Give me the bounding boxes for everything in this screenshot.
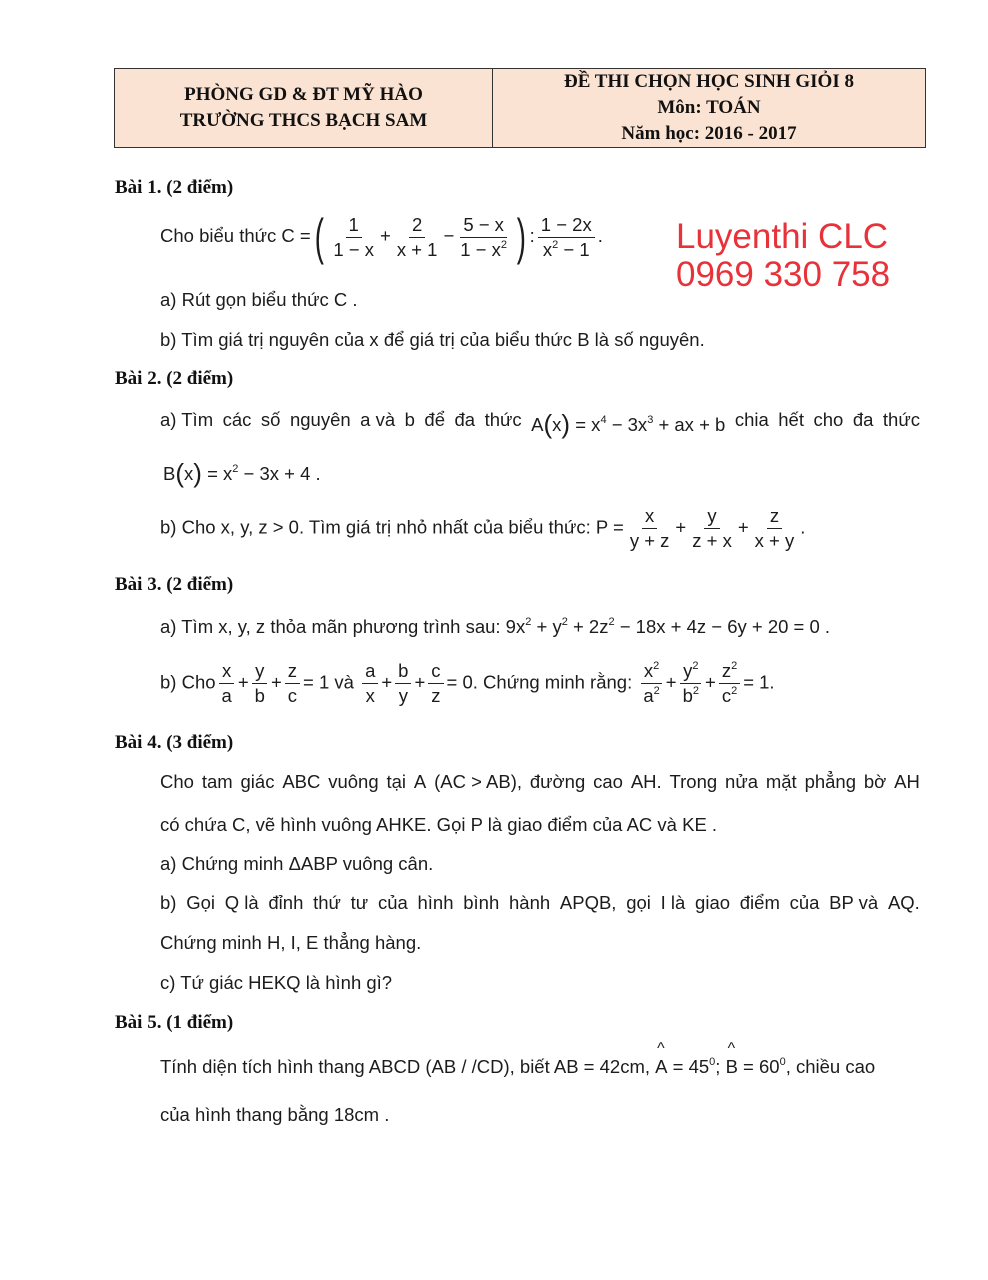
word: gọi	[626, 892, 651, 913]
word: a và	[360, 409, 396, 430]
watermark	[676, 218, 890, 294]
word: điểm	[739, 892, 780, 913]
bai-5-line-1: Tính diện tích hình thang ABCD (AB / /CD), biết AB = 42cm, ^ $A = 45^0$; ^ $B = 60^0$, chiều cao	[160, 1056, 875, 1078]
word: APQB,	[559, 892, 617, 913]
word: (AC > AB),	[434, 771, 523, 792]
word: để	[424, 409, 445, 430]
word: nửa	[725, 771, 758, 792]
watermark-line-2: 0969 330 758	[676, 255, 891, 294]
school-year: Năm học: 2016 - 2017	[621, 123, 797, 144]
polynomial-a: $A(x) = x^4 - 3x^3$ + ax + b	[531, 409, 726, 439]
word: đường	[529, 771, 586, 792]
word: cho	[813, 409, 844, 430]
bai-5-title: Bài 5. (1 điểm)	[115, 1012, 234, 1033]
word: AH.	[630, 771, 662, 792]
header-right-cell	[493, 69, 925, 147]
word: AH	[894, 771, 920, 792]
bai-4-part-b-line-1	[160, 892, 920, 914]
word: giao	[695, 892, 731, 913]
word: b	[404, 409, 415, 430]
bai-5-end: , chiều cao	[785, 1056, 876, 1077]
word: Cho	[160, 771, 194, 792]
word: các	[222, 409, 252, 430]
bai-3-part-b: b) Cho $\frac{x}{a}$ + $\frac{y}{b}$ + $\frac{z}{c}$ = 1 và $\frac{a}{x}$ + $\frac{b}{y}$ + $\frac{c}{z}$ = 0. Chứng minh rằng: $\frac{x^2}{a^2}$ + $\frac{y^2}{b^2}$ + $\frac{z^2}{c^2}$ = 1.	[160, 660, 775, 706]
word: ABC	[282, 771, 321, 792]
bai-5-mid: , biết AB = 42cm,	[509, 1056, 650, 1077]
word: A	[413, 771, 427, 792]
word: I là	[660, 892, 686, 913]
bai-4-part-a: a) Chứng minh ΔABP vuông cân.	[160, 853, 434, 874]
bai-4-part-c: c) Tứ giác HEKQ là hình gì?	[160, 972, 393, 993]
bai-4-title: Bài 4. (3 điểm)	[115, 732, 234, 753]
bai-2-part-b: b) Cho x, y, z > 0. Tìm giá trị nhỏ nhất của biểu thức: P = $\frac{x}{y + z}$ + $\frac{y}{z + x}$ + $\frac{z}{x + y}$ .	[160, 505, 806, 551]
exam-title: ĐỀ THI CHỌN HỌC SINH GIỎI 8	[564, 71, 854, 92]
word: Q là	[224, 892, 259, 913]
word: bình	[463, 892, 500, 913]
word: Trong	[669, 771, 718, 792]
bai-4-part-b-line-2: Chứng minh H, I, E thẳng hàng.	[160, 932, 422, 953]
word: đỉnh	[268, 892, 304, 913]
school-name: TRƯỜNG THCS BẠCH SAM	[179, 110, 428, 131]
bai-5-line-2: của hình thang bằng 18cm .	[160, 1104, 390, 1125]
word: a) Tìm	[160, 409, 214, 430]
bai-3-part-a: a) Tìm x, y, z thỏa mãn phương trình sau: $9x^2 + y^2 + 2z^2 - 18x + 4z - 6y + 20 = 0$ .	[160, 616, 831, 637]
word: thức	[882, 409, 920, 430]
bai-5-parallel: (AB / /CD)	[425, 1056, 510, 1077]
department-name: PHÒNG GD & ĐT MỸ HÀO	[184, 84, 423, 105]
word: nguyên	[289, 409, 351, 430]
word: AQ.	[887, 892, 920, 913]
header-table	[114, 68, 926, 148]
exam-subject: Môn: TOÁN	[657, 97, 761, 118]
word: tại	[386, 771, 407, 792]
word: hình	[417, 892, 454, 913]
word: tam	[201, 771, 233, 792]
bai-3-and: và	[334, 671, 354, 693]
word: của	[377, 892, 408, 913]
bai-3-part-b-intro: b) Cho	[160, 671, 216, 693]
word: số	[260, 409, 281, 430]
bai-1-expression: Cho biểu thức C =( $\frac{1}{1 - x}$ + $\frac{2}{x + 1}$ − $\frac{5 - x}{1 - x^2}$ ) : $\frac{1 - 2x}{x^2 - 1}$ .	[160, 209, 603, 265]
bai-1-part-a: a) Rút gọn biểu thức C .	[160, 289, 358, 310]
word: đa	[454, 409, 476, 430]
word: phẳng	[804, 771, 857, 792]
word: BP và	[829, 892, 879, 913]
word: thứ	[313, 892, 341, 913]
bai-3-title: Bài 3. (2 điểm)	[115, 574, 234, 595]
word: mặt	[765, 771, 797, 792]
word: b)	[160, 892, 177, 913]
bai-2-part-b-intro: b) Cho x, y, z > 0. Tìm giá trị nhỏ nhất của biểu thức:	[160, 516, 591, 538]
bai-1-intro: Cho biểu thức	[160, 224, 277, 246]
word: tư	[350, 892, 369, 913]
bai-4-line-2: có chứa C, vẽ hình vuông AHKE. Gọi P là giao điểm của AC và KE .	[160, 814, 718, 835]
word: Gọi	[186, 892, 215, 913]
bai-3-prove: Chứng minh rằng:	[483, 671, 633, 693]
header-left-cell	[115, 69, 493, 147]
polynomial-b: $B(x) = x^2 - 3x + 4$ .	[163, 458, 321, 488]
bai-5-start: Tính diện tích hình thang ABCD	[160, 1056, 421, 1077]
word: bờ	[863, 771, 887, 792]
bai-3-part-a-intro: a) Tìm x, y, z thỏa mãn phương trình sau:	[160, 616, 501, 637]
word: hành	[509, 892, 551, 913]
bai-1-part-b: b) Tìm giá trị nguyên của x để giá trị của biểu thức B là số nguyên.	[160, 329, 705, 350]
word: giác	[240, 771, 275, 792]
bai-2-title: Bài 2. (2 điểm)	[115, 368, 234, 389]
word: cao	[593, 771, 623, 792]
watermark-line-1: Luyenthi CLC	[676, 217, 889, 256]
bai-2-part-a-line-1	[160, 409, 920, 440]
word: hết	[778, 409, 804, 430]
word: đa	[852, 409, 874, 430]
word: của	[789, 892, 820, 913]
bai-1-title: Bài 1. (2 điểm)	[115, 177, 234, 198]
word: chia	[734, 409, 769, 430]
bai-4-line-1	[160, 771, 920, 793]
word: vuông	[328, 771, 379, 792]
word: thức	[484, 409, 522, 430]
